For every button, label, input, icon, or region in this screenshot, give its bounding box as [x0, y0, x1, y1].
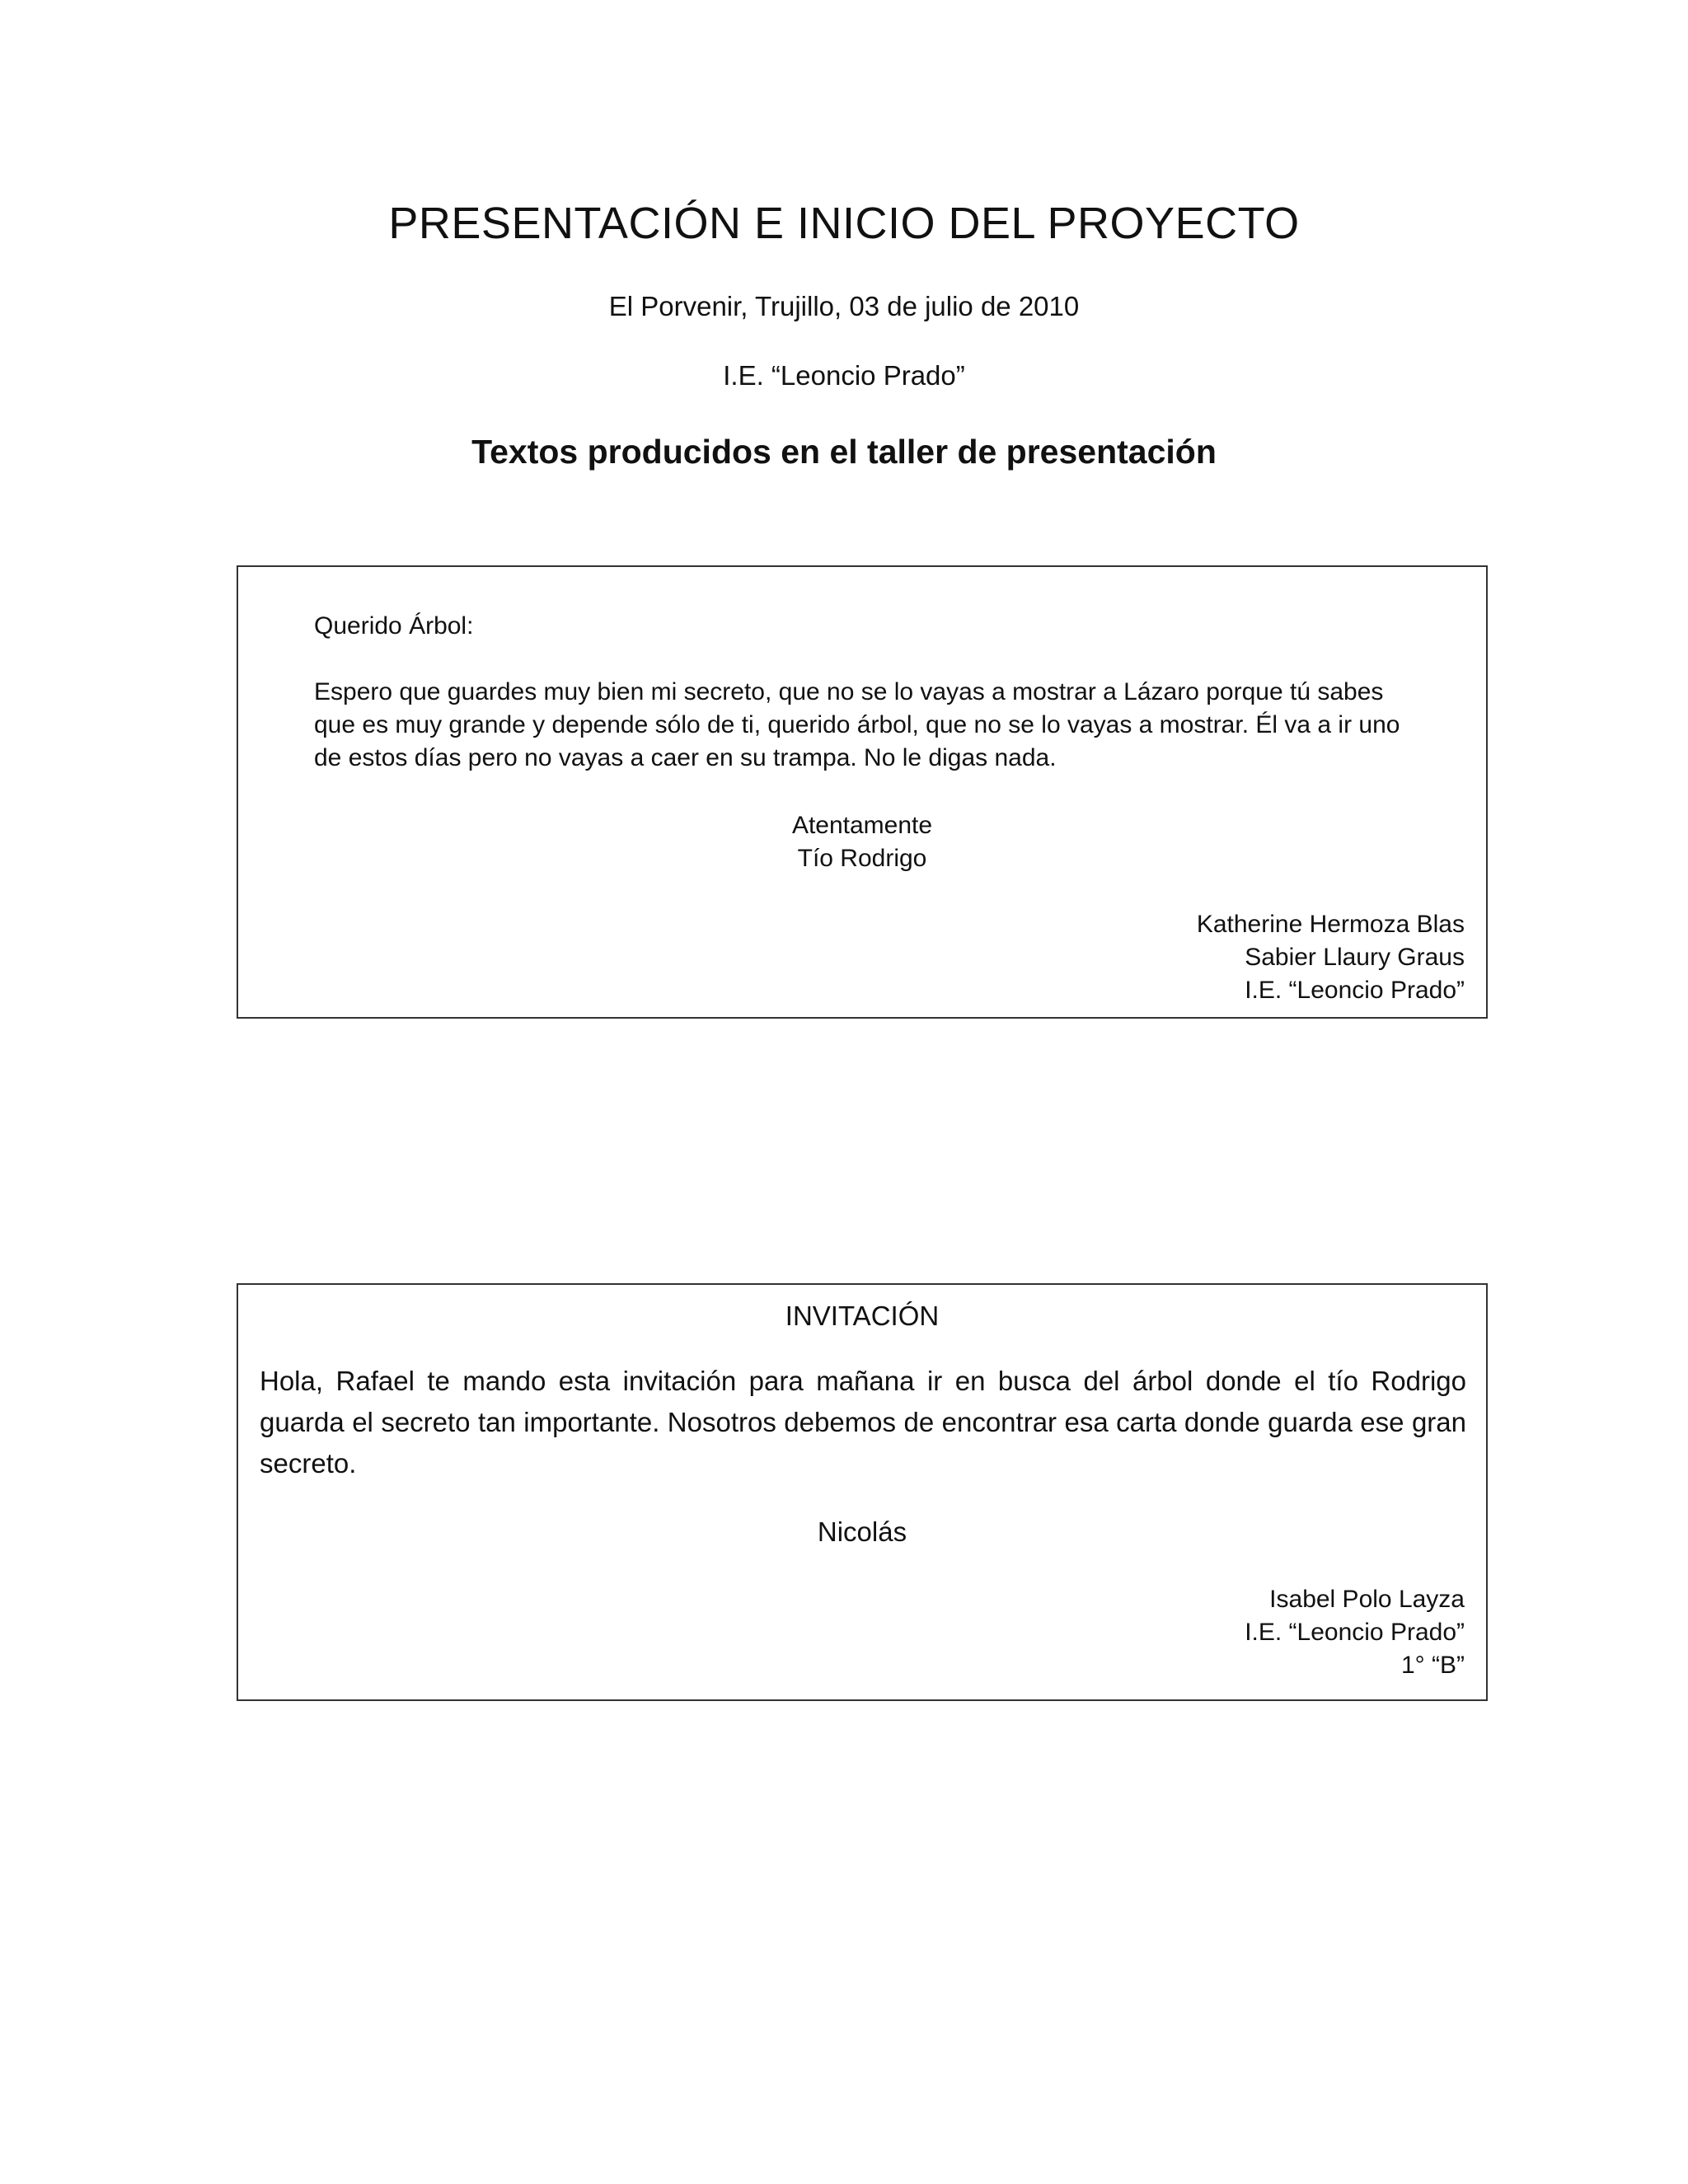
letter-signer: Tío Rodrigo — [797, 845, 927, 872]
letter-box — [237, 565, 1488, 1019]
letter-authors — [1197, 908, 1465, 1007]
letter-closing-word: Atentamente — [791, 812, 933, 839]
letter-body: Espero que guardes muy bien mi secreto, que no se lo vayas a mostrar a Lázaro porque tú sabes que es muy grande y depende sólo de ti, querido árbol, que no se lo vayas a mostrar. Él va a ir uno de estos días pero no vayas a caer en su trampa. No le digas nada. — [314, 678, 1400, 771]
letter-author: Sabier Llaury Graus — [1245, 944, 1465, 971]
date-line: El Porvenir, Trujillo, 03 de julio de 2010 — [608, 291, 1080, 321]
letter-author-school: I.E. “Leoncio Prado” — [1245, 977, 1465, 1004]
school-line: I.E. “Leoncio Prado” — [723, 360, 965, 391]
invitation-body: Hola, Rafael te mando esta invitación para mañana ir en busca del árbol donde el tío Rodrigo guarda el secreto tan importante. Nosotros debemos de encontrar esa carta donde guarda ese gran secreto. — [260, 1366, 1466, 1479]
invitation-authors — [1245, 1583, 1465, 1682]
invitation-author-grade: 1° “B” — [1400, 1652, 1465, 1679]
invitation-title: INVITACIÓN — [785, 1301, 940, 1331]
letter-closing — [238, 809, 1486, 875]
letter-greeting: Querido Árbol: — [314, 612, 474, 640]
invitation-author-school: I.E. “Leoncio Prado” — [1245, 1619, 1465, 1646]
section-title: Textos producidos en el taller de presentación — [471, 433, 1217, 471]
page-title: PRESENTACIÓN E INICIO DEL PROYECTO — [388, 199, 1300, 248]
invitation-box — [237, 1283, 1488, 1701]
letter-author: Katherine Hermoza Blas — [1196, 911, 1465, 938]
invitation-author: Isabel Polo Layza — [1269, 1586, 1465, 1613]
invitation-signer: Nicolás — [817, 1516, 907, 1547]
